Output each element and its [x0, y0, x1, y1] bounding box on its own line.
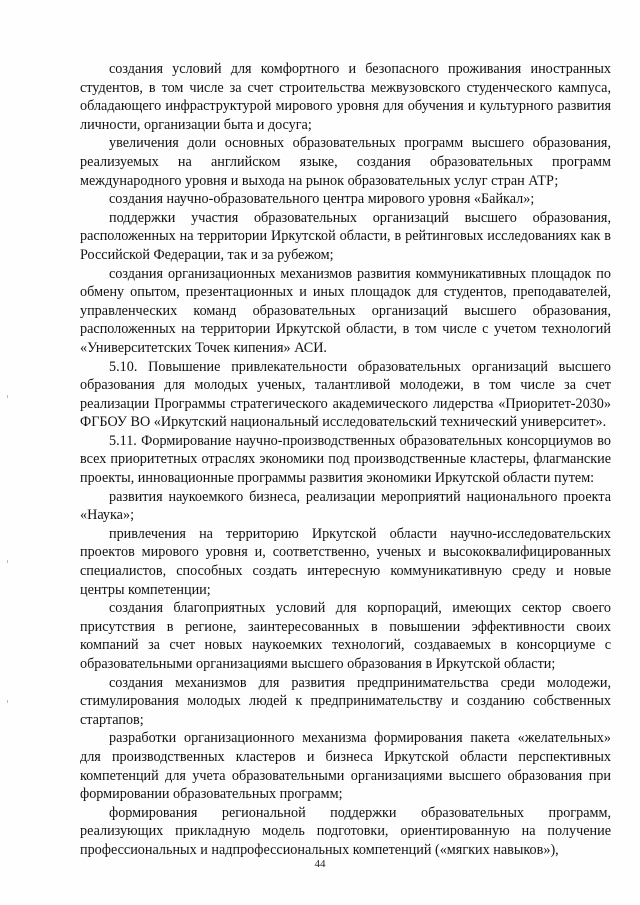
paragraph: создания механизмов для развития предпринимательства среди молодежи, стимулирования молодых людей к предпринимательству и созданию собственных стартапов; [80, 674, 611, 728]
paragraph: создания организационных механизмов развития коммуникативных площадок по обмену опытом, презентационных и иных площадок для студентов, преподавателей, управленческих команд образовательных организаций высшего образования, расположенных на территории Иркутской области, в том числе с учетом технологий «Университетских Точек кипения» АСИ. [80, 265, 611, 356]
paragraph: поддержки участия образовательных организаций высшего образования, расположенных на территории Иркутской области, в рейтинговых исследованиях как в Российской Федерации, так и за рубежом; [80, 209, 611, 263]
scan-artifact [7, 560, 8, 563]
paragraph: привлечения на территорию Иркутской области научно-исследовательских проектов мирового уровня и, соответственно, ученых и высококвалифицированных специалистов, способных создать интересную коммуникативную среду и новые центры компетенции; [80, 525, 611, 598]
paragraph-5-10: 5.10. Повышение привлекательности образовательных организаций высшего образования для молодых ученых, талантливой молодежи, в том числе за счет реализации Программы стратегического академического лидерства «Приоритет-2030» ФГБОУ ВО «Иркутский национальный исследовательский технический университет». [80, 358, 611, 431]
page-number: 44 [314, 858, 326, 870]
paragraph: увеличения доли основных образовательных программ высшего образования, реализуемых на английском языке, создания образовательных программ международного уровня и выхода на рынок образовательных услуг стран АТР; [80, 135, 611, 189]
paragraph: создания научно-образовательного центра мирового уровня «Байкал»; [109, 191, 535, 208]
scan-artifact [7, 700, 8, 703]
paragraph: создания условий для комфортного и безопасного проживания иностранных студентов, в том числе за счет строительства межвузовского студенческого кампуса, обладающего инфраструктурой мирового уровня для обучения и культурного развития личности, организации быта и досуга; [80, 61, 611, 133]
body-text [80, 60, 611, 860]
paragraph-5-11: 5.11. Формирование научно-производственных образовательных консорциумов во всех приоритетных отраслях экономики под производственные кластеры, флагманские проекты, инновационные программы развития экономики Иркутской области путем: [80, 432, 611, 487]
paragraph: формирования региональной поддержки образовательных программ, реализующих прикладную модель подготовки, ориентированную на получение профессиональных и надпрофессиональных компетенций («мягких навыков»), [80, 804, 611, 858]
scan-artifact [7, 395, 8, 398]
paragraph: создания благоприятных условий для корпораций, имеющих сектор своего присутствия в регионе, заинтересованных в повышении эффективности своих компаний за счет новых наукоемких технологий, создаваемых в консорциуме с образовательными организациями высшего образования в Иркутской области; [80, 600, 611, 672]
paragraph: разработки организационного механизма формирования пакета «желательных» для производственных кластеров и бизнеса Иркутской области перспективных компетенций для учета образовательными организациями высшего образования при формировании образовательных программ; [80, 730, 611, 803]
paragraph: развития наукоемкого бизнеса, реализации мероприятий национального проекта «Наука»; [80, 488, 611, 524]
